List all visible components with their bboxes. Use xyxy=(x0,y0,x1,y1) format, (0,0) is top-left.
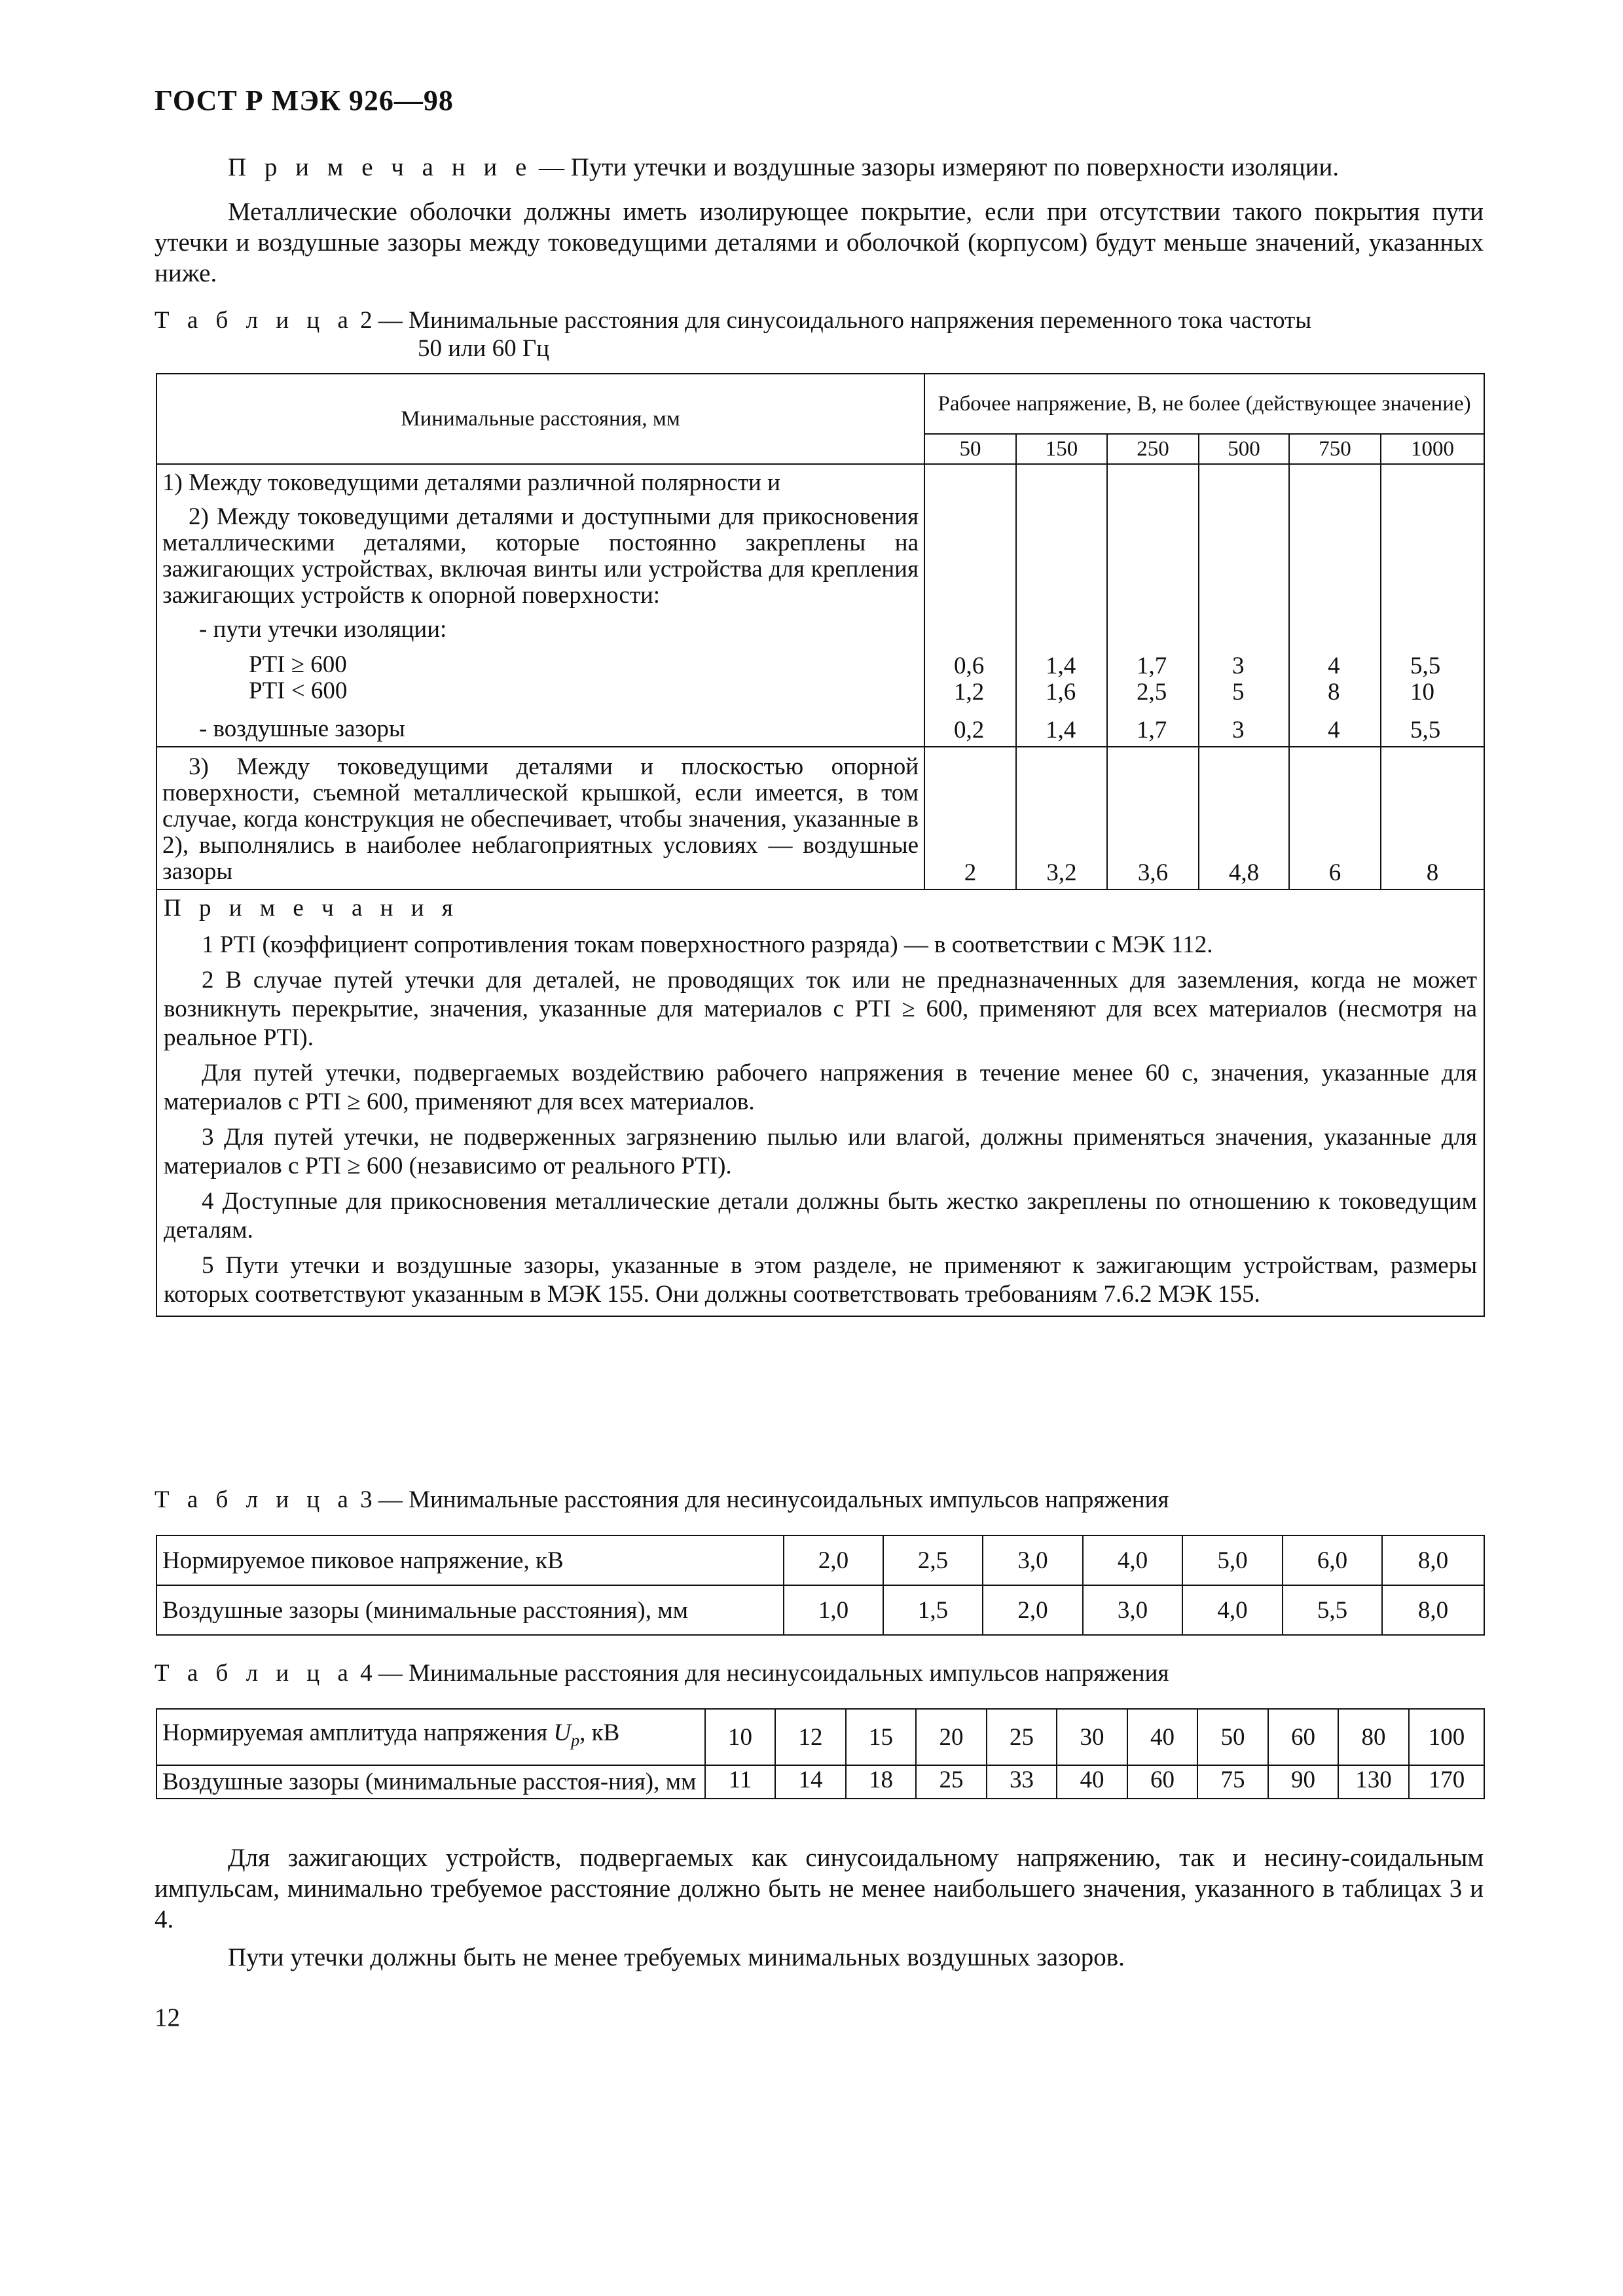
note-paragraph xyxy=(155,152,1484,183)
table4-row1-label-b: , кВ xyxy=(579,1719,620,1747)
table2-voltage-cell: 500 xyxy=(1199,434,1289,464)
note-text: — Пути утечки и воздушные зазоры измеряют по поверхности изоляции. xyxy=(532,153,1340,181)
table4-cell: 75 xyxy=(1197,1765,1268,1799)
table2-pti-low-value: 2,5 xyxy=(1137,679,1167,706)
table2-note: 4 Доступные для прикосновения металлические детали должны быть жестко закреплены по отношению к токоведущим деталям. xyxy=(164,1188,1478,1244)
table4-cell: 18 xyxy=(846,1765,916,1799)
table2-caption-prefix: Т а б л и ц а xyxy=(155,307,354,334)
table2-pti-low-value: 5 xyxy=(1232,679,1245,706)
intro-paragraph: Металлические оболочки должны иметь изолирующее покрытие, если при отсутствии такого покрытия пути утечки и воздушные зазоры между токоведущими деталями и оболочкой (корпусом) будут меньше значений, указанных ниже. xyxy=(155,198,1484,287)
table2-voltage-cell: 750 xyxy=(1289,434,1381,464)
table4-cell: 12 xyxy=(775,1709,846,1765)
table2-pti-high-label: PTI ≥ 600 xyxy=(249,651,347,678)
closing-paragraph: Для зажигающих устройств, подвергаемых как синусоидальному напряжению, так и несину-соидальным импульсам, минимально требуемое расстояние должно быть не менее наибольшего значения, указанного в таблицах 3 и 4. xyxy=(155,1844,1484,1933)
table4-cell: 15 xyxy=(846,1709,916,1765)
table4-caption xyxy=(155,1659,1484,1687)
table2-empty-cell xyxy=(1107,464,1199,500)
table2-pti-high-value: 5,5 xyxy=(1410,653,1441,679)
table3-cell: 1,5 xyxy=(883,1585,983,1635)
table3-cell: 4,0 xyxy=(1182,1585,1283,1635)
table2-pti-cell xyxy=(1289,647,1381,708)
table2-empty-cell xyxy=(1107,500,1199,613)
table4-row2-label: Воздушные зазоры (минимальные расстоя-ния), мм xyxy=(156,1765,705,1799)
table2-empty-cell xyxy=(1016,464,1107,500)
table3-caption-prefix: Т а б л и ц а xyxy=(155,1486,354,1513)
table2-voltage-cell: 150 xyxy=(1016,434,1107,464)
table2-pti-low-value: 8 xyxy=(1328,679,1340,706)
table2-empty-cell xyxy=(1199,464,1289,500)
table2-row3-value: 6 xyxy=(1289,747,1381,889)
table2-empty-cell xyxy=(924,500,1016,613)
table4-cell: 170 xyxy=(1409,1765,1484,1799)
table3 xyxy=(156,1535,1485,1636)
table2-clearance-value: 1,7 xyxy=(1107,708,1199,747)
table2-empty-cell xyxy=(1107,613,1199,647)
table4-cell: 50 xyxy=(1197,1709,1268,1765)
table2-row3-label: 3) Между токоведущими деталями и плоскостью опорной поверхности, съемной металлической крышкой, если имеется, в том случае, когда конструкция не обеспечивает, чтобы значения, указанные в 2), выполнялись в наиболее неблагоприятных условиях — воздушные зазоры xyxy=(156,747,924,889)
table2-notes xyxy=(156,889,1484,1316)
table4-cell: 33 xyxy=(987,1765,1057,1799)
table4-cell: 90 xyxy=(1268,1765,1338,1799)
table2-empty-cell xyxy=(924,613,1016,647)
table4-row1-label-sub: p xyxy=(571,1731,580,1750)
table3-row1-label: Нормируемое пиковое напряжение, кВ xyxy=(156,1535,784,1585)
table2-pti-cell xyxy=(1107,647,1199,708)
table2-pti-high-value: 1,4 xyxy=(1046,653,1076,679)
table4-cell: 11 xyxy=(705,1765,775,1799)
table4-cell: 60 xyxy=(1268,1709,1338,1765)
table2-empty-cell xyxy=(1199,613,1289,647)
table2-note: 3 Для путей утечки, не подверженных загрязнению пылью или влагой, должны применяться значения, указанные для материалов с PTI ≥ 600 (независимо от реального PTI). xyxy=(164,1124,1478,1179)
table2-empty-cell xyxy=(1381,464,1484,500)
table2-pti-low-value: 1,2 xyxy=(954,679,985,706)
table2-empty-cell xyxy=(1016,613,1107,647)
table2-row2-label: 2) Между токоведущими деталями и доступными для прикосновения металлическими деталями, которые постоянно закреплены на зажигающих устройствах, включая винты или устройства для крепления зажигающих устройств к опорной поверхности: xyxy=(156,500,924,613)
table2-pti-high-value: 3 xyxy=(1232,653,1245,679)
table3-cell: 8,0 xyxy=(1382,1535,1484,1585)
table2-note: Для путей утечки, подвергаемых воздействию рабочего напряжения в течение менее 60 с, значения, указанные для материалов с PTI ≥ 600, применяют для всех материалов. xyxy=(164,1060,1478,1115)
table4-cell: 25 xyxy=(916,1765,987,1799)
table4-cell: 20 xyxy=(916,1709,987,1765)
table2-pti-high-value: 0,6 xyxy=(954,653,985,679)
table2-pti-labels xyxy=(156,647,924,708)
table2-empty-cell xyxy=(1381,613,1484,647)
document-header: ГОСТ Р МЭК 926—98 xyxy=(155,84,454,117)
table2-pti-cell xyxy=(1016,647,1107,708)
table2-clearance-value: 0,2 xyxy=(924,708,1016,747)
table3-cell: 5,5 xyxy=(1283,1585,1382,1635)
table2-caption-continuation: 50 или 60 Гц xyxy=(418,335,550,362)
table2-empty-cell xyxy=(1289,464,1381,500)
table2-pti-cell xyxy=(1381,647,1484,708)
table2-voltage-cell: 250 xyxy=(1107,434,1199,464)
table4-cell: 25 xyxy=(987,1709,1057,1765)
table2-empty-cell xyxy=(1289,613,1381,647)
table2-caption xyxy=(155,306,1484,363)
table3-cell: 3,0 xyxy=(983,1535,1083,1585)
table3-cell: 3,0 xyxy=(1083,1585,1182,1635)
table4-row1-label-a: Нормируемая амплитуда напряжения xyxy=(162,1719,554,1747)
table2-header-distances: Минимальные расстояния, мм xyxy=(156,374,924,464)
table2-header-voltage: Рабочее напряжение, В, не более (действующее значение) xyxy=(924,374,1484,434)
table3-cell: 1,0 xyxy=(784,1585,883,1635)
final-paragraph: Пути утечки должны быть не менее требуемых минимальных воздушных зазоров. xyxy=(228,1943,1125,1971)
table2-empty-cell xyxy=(1199,500,1289,613)
table4-cell: 40 xyxy=(1127,1709,1197,1765)
table3-cell: 2,5 xyxy=(883,1535,983,1585)
table2-note: 5 Пути утечки и воздушные зазоры, указанные в этом разделе, не применяют к зажигающим устройствам, размеры которых соответствуют указанным в МЭК 155. Они должны соответствовать требованиям 7.6.2 МЭК 155. xyxy=(164,1252,1478,1308)
table2-row1-label: 1) Между токоведущими деталями различной полярности и xyxy=(156,464,924,500)
table4-caption-prefix: Т а б л и ц а xyxy=(155,1660,354,1687)
table2-pti-low-value: 1,6 xyxy=(1046,679,1076,706)
table4 xyxy=(156,1708,1485,1799)
table2-clearance-value: 1,4 xyxy=(1016,708,1107,747)
table2-pti-cell xyxy=(924,647,1016,708)
table4-caption-text: 4 — Минимальные расстояния для несинусоидальных импульсов напряжения xyxy=(354,1660,1169,1687)
table4-cell: 10 xyxy=(705,1709,775,1765)
table2-pti-high-value: 1,7 xyxy=(1137,653,1167,679)
table2-row3-value: 3,6 xyxy=(1107,747,1199,889)
table2-clearance-value: 5,5 xyxy=(1381,708,1484,747)
table2-row3-value: 8 xyxy=(1381,747,1484,889)
table2-pti-low-label: PTI < 600 xyxy=(249,677,348,704)
table4-cell: 14 xyxy=(775,1765,846,1799)
table2-note: 2 В случае путей утечки для деталей, не проводящих ток или не предназначенных для заземления, когда не может возникнуть перекрытие, значения, указанные для материалов с PTI ≥ 600, применяют для всех материалов (несмотря на реальное PTI). xyxy=(164,967,1478,1051)
table4-row1-label-u: U xyxy=(553,1719,572,1747)
table2-voltage-cell: 1000 xyxy=(1381,434,1484,464)
note-prefix: П р и м е ч а н и е xyxy=(228,153,533,181)
table4-cell: 60 xyxy=(1127,1765,1197,1799)
table4-cell: 100 xyxy=(1409,1709,1484,1765)
table2-empty-cell xyxy=(1016,500,1107,613)
table3-cell: 5,0 xyxy=(1182,1535,1283,1585)
table4-cell: 130 xyxy=(1338,1765,1409,1799)
table3-cell: 6,0 xyxy=(1283,1535,1382,1585)
table2-pti-low-value: 10 xyxy=(1410,679,1434,706)
table3-caption xyxy=(155,1486,1484,1514)
table2-clearance-label: - воздушные зазоры xyxy=(156,708,924,747)
table2-notes-heading: П р и м е ч а н и я xyxy=(164,895,459,922)
page-number: 12 xyxy=(155,2003,180,2032)
table2 xyxy=(156,373,1485,1317)
table4-cell: 40 xyxy=(1057,1765,1127,1799)
table3-cell: 8,0 xyxy=(1382,1585,1484,1635)
table4-cell: 30 xyxy=(1057,1709,1127,1765)
table2-clearance-value: 4 xyxy=(1289,708,1381,747)
table2-row3-value: 2 xyxy=(924,747,1016,889)
table3-cell: 4,0 xyxy=(1083,1535,1182,1585)
table3-caption-text: 3 — Минимальные расстояния для несинусоидальных импульсов напряжения xyxy=(354,1486,1169,1513)
table2-empty-cell xyxy=(1289,500,1381,613)
table2-creepage-label: - пути утечки изоляции: xyxy=(156,613,924,647)
table3-row2-label: Воздушные зазоры (минимальные расстояния), мм xyxy=(156,1585,784,1635)
table2-caption-text: 2 — Минимальные расстояния для синусоидального напряжения переменного тока частоты xyxy=(354,307,1312,334)
table2-empty-cell xyxy=(1381,500,1484,613)
table4-cell: 80 xyxy=(1338,1709,1409,1765)
table2-clearance-value: 3 xyxy=(1199,708,1289,747)
table3-cell: 2,0 xyxy=(784,1535,883,1585)
table2-pti-high-value: 4 xyxy=(1328,653,1340,679)
table2-row3-value: 4,8 xyxy=(1199,747,1289,889)
table2-row3-value: 3,2 xyxy=(1016,747,1107,889)
table2-note: 1 PTI (коэффициент сопротивления токам поверхностного разряда) — в соответствии с МЭК 112. xyxy=(202,931,1213,958)
table2-voltage-cell: 50 xyxy=(924,434,1016,464)
table4-row1-label xyxy=(156,1709,705,1765)
table3-cell: 2,0 xyxy=(983,1585,1083,1635)
table2-pti-cell xyxy=(1199,647,1289,708)
table2-empty-cell xyxy=(924,464,1016,500)
